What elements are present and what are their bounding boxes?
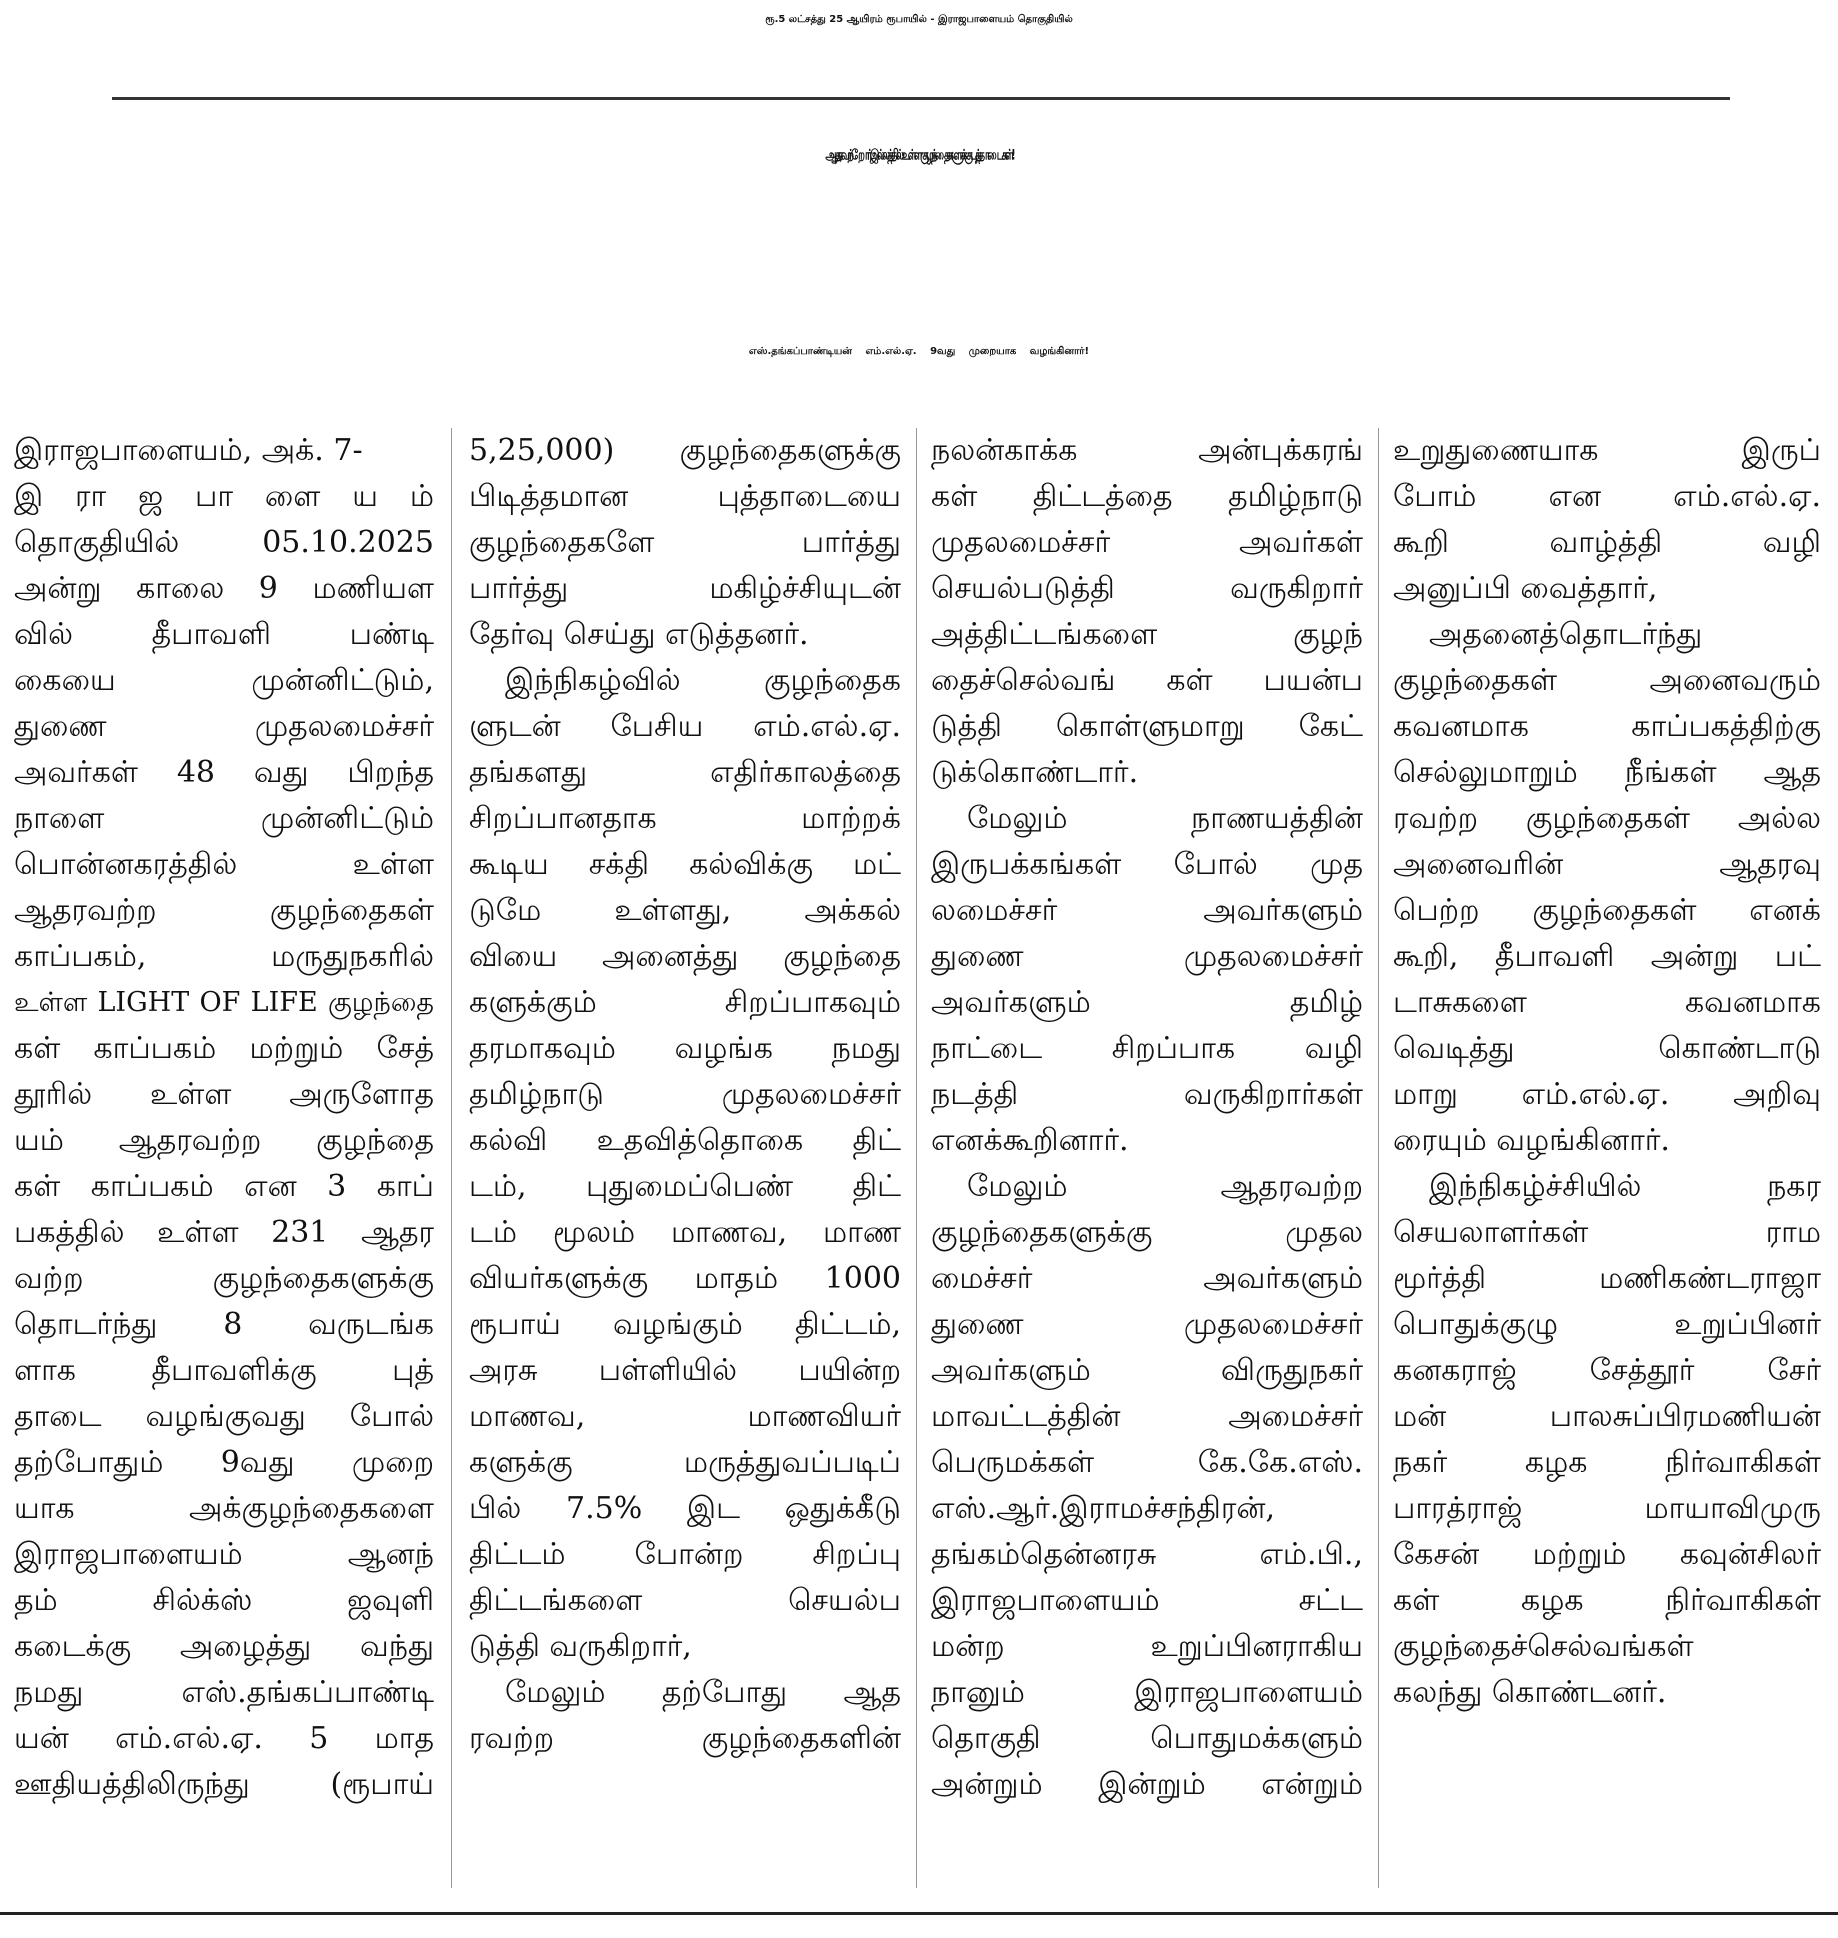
text-line: அவர்கள் 48 வது பிறந்த: [14, 755, 434, 790]
text-line: பிடித்தமான புத்தாடையை: [469, 479, 901, 514]
text-line: வெடித்து கொண்டாடு: [1393, 1031, 1821, 1066]
text-line: துணை முதலமைச்சர்: [931, 1307, 1363, 1342]
text-line: நலன்காக்க அன்புக்கரங்: [931, 433, 1363, 468]
text-line: ளாக தீபாவளிக்கு புத்: [14, 1353, 434, 1388]
text-line: டுத்தி கொள்ளுமாறு கேட்: [931, 709, 1363, 744]
column-divider: [1378, 428, 1379, 1888]
text-line: எஸ்.ஆர்.இராமச்சந்திரன்,: [931, 1491, 1275, 1526]
text-line: குழந்தைகள் அனைவரும்: [1393, 663, 1821, 698]
text-line: யன் எம்.எல்.ஏ. 5 மாத: [14, 1721, 434, 1756]
article-column-4: [1393, 428, 1821, 1898]
text-line: பெற்ற குழந்தைகள் எனக்: [1393, 893, 1821, 928]
text-line: தங்கம்தென்னரசு எம்.பி.,: [931, 1537, 1363, 1572]
text-line: இந்நிகழ்ச்சியில் நகர: [1429, 1169, 1821, 1204]
subheadline: எஸ்.தங்கப்பாண்டியன் எம்.எல்.ஏ. 9வது முறையாக வழங்கினார்!: [748, 346, 1090, 357]
text-line: தாடை வழங்குவது போல்: [14, 1399, 434, 1434]
text-line: செயலாளர்கள் ராம: [1393, 1215, 1821, 1250]
text-line: பொதுக்குழு உறுப்பினர்: [1393, 1307, 1821, 1342]
text-line: அதனைத்தொடர்ந்து: [1429, 617, 1703, 652]
text-line: நானும் இராஜபாளையம்: [931, 1675, 1363, 1710]
text-line: இந்நிகழ்வில் குழந்தைக: [505, 663, 901, 698]
text-line: தொடர்ந்து 8 வருடங்க: [14, 1307, 434, 1342]
text-line: மன் பாலசுப்பிரமணியன்: [1393, 1399, 1821, 1434]
text-line: ரவற்ற குழந்தைகள் அல்ல: [1393, 801, 1821, 836]
text-line: வற்ற குழந்தைகளுக்கு: [14, 1261, 434, 1296]
bottom-rule: [0, 1912, 1838, 1915]
text-line: பெருமக்கள் கே.கே.எஸ்.: [931, 1445, 1363, 1480]
text-line: ரவற்ற குழந்தைகளின்: [469, 1721, 901, 1756]
text-line: மாவட்டத்தின் அமைச்சர்: [931, 1399, 1363, 1434]
text-line: அரசு பள்ளியில் பயின்ற: [469, 1353, 901, 1388]
text-line: தேர்வு செய்து எடுத்தனர்.: [469, 617, 809, 652]
text-line: அனைவரின் ஆதரவு: [1393, 847, 1821, 882]
text-line: கையை முன்னிட்டும்,: [14, 663, 434, 698]
text-line: துணை முதலமைச்சர்: [931, 939, 1363, 974]
text-line: களுக்கும் சிறப்பாகவும்: [469, 985, 901, 1020]
text-line: கூறி வாழ்த்தி வழி: [1393, 525, 1821, 560]
text-line: முதலமைச்சர் அவர்கள்: [931, 525, 1363, 560]
text-line: பில் 7.5% இட ஒதுக்கீடு: [469, 1491, 901, 1526]
text-line: தூரில் உள்ள அருளோத: [14, 1077, 434, 1112]
text-line: சிறப்பானதாக மாற்றக்: [469, 801, 901, 836]
article-column-3: [931, 428, 1363, 1898]
text-line: துணை முதலமைச்சர்: [14, 709, 434, 744]
text-line: மேலும் தற்போது ஆத: [505, 1675, 901, 1710]
text-line: யம் ஆதரவற்ற குழந்தை: [14, 1123, 434, 1158]
text-line: கள் காப்பகம் என 3 காப்: [14, 1169, 434, 1204]
text-line: லமைச்சர் அவர்களும்: [931, 893, 1363, 928]
dateline: இராஜபாளையம், அக். 7-: [14, 433, 363, 468]
text-line: கூடிய சக்தி கல்விக்கு மட்: [469, 847, 901, 882]
text-line: குழந்தைகளே பார்த்து: [469, 525, 901, 560]
text-line: ளுடன் பேசிய எம்.எல்.ஏ.: [469, 709, 901, 744]
text-line: களுக்கு மருத்துவப்படிப்: [469, 1445, 901, 1480]
text-line: தரமாகவும் வழங்க நமது: [469, 1031, 901, 1066]
text-line: அவர்களும் தமிழ்: [931, 985, 1363, 1020]
text-line: செயல்படுத்தி வருகிறார்: [931, 571, 1363, 606]
text-line: தங்களது எதிர்காலத்தை: [469, 755, 901, 790]
text-line: நகர் கழக நிர்வாகிகள்: [1393, 1445, 1821, 1480]
text-line: 5,25,000) குழந்தைகளுக்கு: [469, 433, 901, 468]
text-line: மேலும் நாணயத்தின்: [967, 801, 1363, 836]
text-line: தைச்செல்வங் கள் பயன்ப: [931, 663, 1363, 698]
article-column-1: [14, 428, 434, 1898]
text-line: குழந்தைகளுக்கு முதல: [931, 1215, 1363, 1250]
text-line: பகத்தில் உள்ள 231 ஆதர: [14, 1215, 434, 1250]
article-column-2: [469, 428, 901, 1898]
kicker-underline: [112, 97, 1730, 100]
column-divider: [916, 428, 917, 1888]
text-line: யாக அக்குழந்தைகளை: [14, 1491, 434, 1526]
text-line: மாறு எம்.எல்.ஏ. அறிவு: [1393, 1077, 1821, 1112]
text-line: தொகுதி பொதுமக்களும்: [931, 1721, 1363, 1756]
text-line: தற்போதும் 9வது முறை: [14, 1445, 434, 1480]
text-line: தம் சில்க்ஸ் ஜவுளி: [14, 1583, 434, 1618]
text-line: வியை அனைத்து குழந்தை: [469, 939, 901, 974]
text-line: பாரத்ராஜ் மாயாவிமுரு: [1393, 1491, 1821, 1526]
text-line: தொகுதியில் 05.10.2025: [14, 525, 434, 560]
text-line: உறுதுணையாக இருப்: [1393, 433, 1821, 468]
text-line: கள் காப்பகம் மற்றும் சேத்: [14, 1031, 434, 1066]
text-line: இருபக்கங்கள் போல் முத: [931, 847, 1363, 882]
text-line: உள்ள LIGHT OF LIFE குழந்தை: [14, 987, 434, 1018]
text-line: வியர்களுக்கு மாதம் 1000: [469, 1261, 901, 1296]
kicker-line: ரூ.5 லட்சத்து 25 ஆயிரம் ரூபாயில் - இராஜபாளையம் தொகுதியில்: [765, 14, 1073, 25]
text-line: டுத்தி வருகிறார்,: [469, 1629, 692, 1664]
text-line: காப்பகம், மருதுநகரில்: [14, 939, 434, 974]
text-line: அனுப்பி வைத்தார்,: [1393, 571, 1658, 606]
text-line: திட்டங்களை செயல்ப: [469, 1583, 901, 1618]
text-line: இ ரா ஜ பா ளை ய ம்: [14, 479, 434, 514]
text-line: நமது எஸ்.தங்கப்பாண்டி: [14, 1675, 434, 1710]
text-line: நடத்தி வருகிறார்கள்: [931, 1077, 1363, 1112]
text-line: மூர்த்தி மணிகண்டராஜா: [1393, 1261, 1821, 1296]
text-line: இராஜபாளையம் ஆனந்: [14, 1537, 434, 1572]
text-line: கவனமாக காப்பகத்திற்கு: [1393, 709, 1821, 744]
text-line: ஊதியத்திலிருந்து (ரூபாய்: [14, 1767, 434, 1802]
text-line: மன்ற உறுப்பினராகிய: [931, 1629, 1363, 1664]
text-line: நாட்டை சிறப்பாக வழி: [931, 1031, 1363, 1066]
text-line: டுமே உள்ளது, அக்கல்: [469, 893, 901, 928]
text-line: அவர்களும் விருதுநகர்: [931, 1353, 1363, 1388]
column-divider: [451, 428, 452, 1888]
text-line: ரையும் வழங்கினார்.: [1393, 1123, 1670, 1158]
text-line: பொன்னகரத்தில் உள்ள: [14, 847, 434, 882]
text-line: ஆதரவற்ற குழந்தைகள்: [14, 893, 434, 928]
text-line: கல்வி உதவித்தொகை திட்: [469, 1123, 901, 1158]
text-line: கேசன் மற்றும் கவுன்சிலர்: [1393, 1537, 1821, 1572]
text-line: கூறி, தீபாவளி அன்று பட்: [1393, 939, 1821, 974]
text-line: ரூபாய் வழங்கும் திட்டம்,: [469, 1307, 901, 1342]
text-line: அன்றும் இன்றும் என்றும்: [931, 1767, 1363, 1802]
text-line: பார்த்து மகிழ்ச்சியுடன்: [469, 571, 901, 606]
text-line: குழந்தைச்செல்வங்கள்: [1393, 1629, 1694, 1664]
text-line: செல்லுமாறும் நீங்கள் ஆத: [1393, 755, 1821, 790]
text-line: தமிழ்நாடு முதலமைச்சர்: [469, 1077, 901, 1112]
text-line: மேலும் ஆதரவற்ற: [967, 1169, 1363, 1204]
text-line: டம், புதுமைப்பெண் திட்: [469, 1169, 901, 1204]
text-line: இராஜபாளையம் சட்ட: [931, 1583, 1363, 1618]
text-line: அன்று காலை 9 மணியள: [14, 571, 434, 606]
text-line: மாணவ, மாணவியர்: [469, 1399, 901, 1434]
text-line: நாளை முன்னிட்டும்: [14, 801, 434, 836]
text-line: போம் என எம்.எல்.ஏ.: [1393, 479, 1821, 514]
text-line: திட்டம் போன்ற சிறப்பு: [469, 1537, 901, 1572]
text-line: கள் கழக நிர்வாகிகள்: [1393, 1583, 1821, 1618]
text-line: டாசுகளை கவனமாக: [1393, 985, 1821, 1020]
text-line: டுக்கொண்டார்.: [931, 755, 1139, 790]
text-line: கனகராஜ் சேத்தூர் சேர்: [1393, 1353, 1821, 1388]
text-line: கலந்து கொண்டனர்.: [1393, 1675, 1667, 1710]
text-line: டம் மூலம் மாணவ, மாண: [469, 1215, 901, 1250]
text-line: வில் தீபாவளி பண்டி: [14, 617, 434, 652]
text-line: அத்திட்டங்களை குழந்: [931, 617, 1363, 652]
text-line: மைச்சர் அவர்களும்: [931, 1261, 1363, 1296]
headline: ஆதரவற்றோர் இல்லத்தில் உள்ள குழந்தைகளுக்கு புத்தாடைகள்!: [825, 148, 1013, 164]
text-line: எனக்கூறினார்.: [931, 1123, 1129, 1158]
text-line: கடைக்கு அழைத்து வந்து: [14, 1629, 434, 1664]
text-line: கள் திட்டத்தை தமிழ்நாடு: [931, 479, 1363, 514]
